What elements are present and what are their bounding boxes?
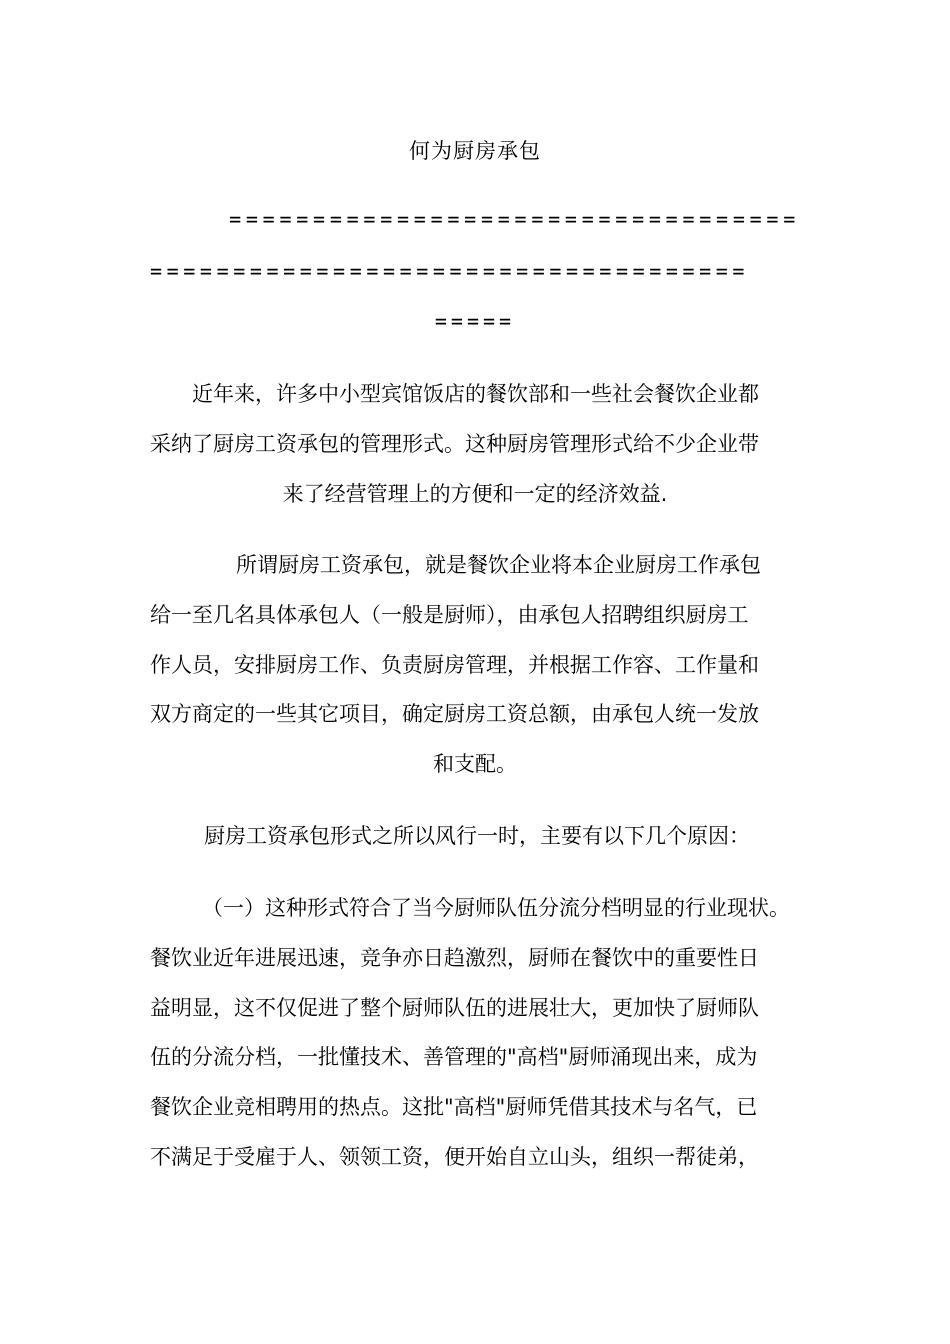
paragraph-line: 所谓厨房工资承包，就是餐饮企业将本企业厨房工作承包 xyxy=(236,553,761,577)
paragraph-reasons-heading xyxy=(150,812,800,862)
separator-line: ===== xyxy=(434,309,516,333)
paragraph-line: 作人员，安排厨房工作、负责厨房管理，并根据工作容、工作量和 xyxy=(150,652,759,677)
paragraph-line: 和支配。 xyxy=(433,752,517,777)
paragraph-line: 给一至几名具体承包人（一般是厨师），由承包人招聘组织厨房工 xyxy=(150,602,749,627)
paragraph-reason-one xyxy=(150,884,800,1183)
paragraph-line: 厨房工资承包形式之所以风行一时，主要有以下几个原因： xyxy=(204,824,750,848)
paragraph-line: 来了经营管理上的方便和一定的经济效益. xyxy=(282,481,668,506)
separator-line: ==================================== xyxy=(150,259,750,283)
paragraph-line: 双方商定的一些其它项目，确定厨房工资总额，由承包人统一发放 xyxy=(150,702,759,727)
paragraph-line: 餐饮企业竞相聘用的热点。这批"高档"厨师凭借其技术与名气，已 xyxy=(150,1095,758,1120)
paragraph-line: 采纳了厨房工资承包的管理形式。这种厨房管理形式给不少企业带 xyxy=(150,431,759,456)
paragraph-line: 不满足于受雇于人、领领工资，便开始自立山头，组织一帮徒弟， xyxy=(150,1144,759,1169)
paragraph-line: 益明显，这不仅促进了整个厨师队伍的进展壮大，更加快了厨师队 xyxy=(150,995,759,1020)
paragraph-definition xyxy=(150,541,800,790)
separator-line: ================================== xyxy=(229,207,800,231)
paragraph-line: （一）这种形式符合了当今厨师队伍分流分档明显的行业现状。 xyxy=(202,896,790,920)
paragraph-intro xyxy=(150,370,800,519)
paragraph-line: 伍的分流分档，一批懂技术、善管理的"高档"厨师涌现出来，成为 xyxy=(150,1045,758,1070)
paragraph-line: 餐饮业近年进展迅速，竞争亦日趋激烈，厨师在餐饮中的重要性日 xyxy=(150,945,759,970)
document-title: 何为厨房承包 xyxy=(409,139,541,163)
paragraph-line: 近年来，许多中小型宾馆饭店的餐饮部和一些社会餐饮企业都 xyxy=(192,382,759,406)
